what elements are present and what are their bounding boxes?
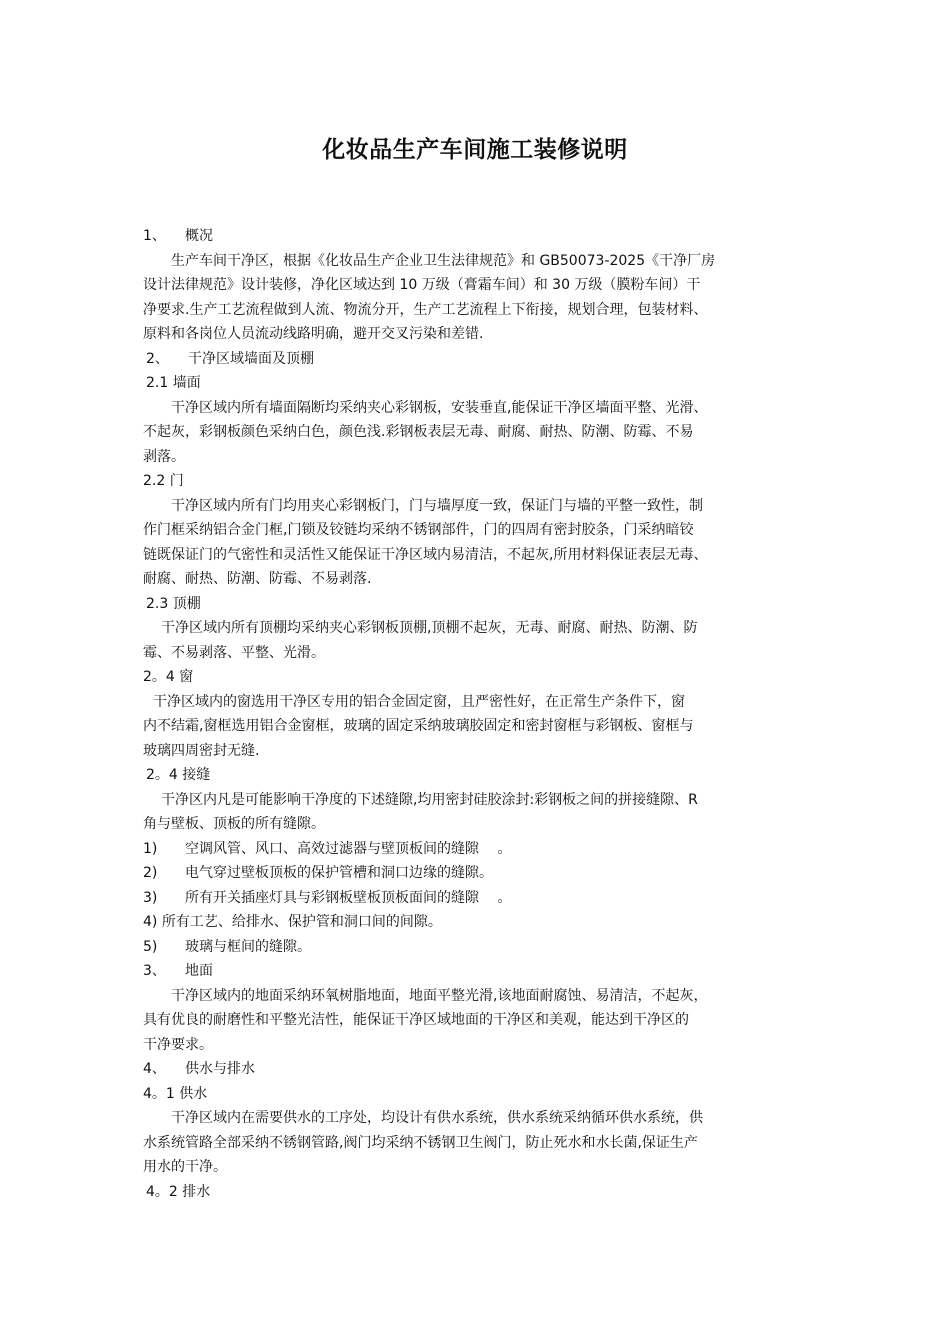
text-line bbox=[143, 1106, 823, 1131]
line-text: 具有优良的耐磨性和平整光洁性，能保证干净区域地面的干净区和美观，能达到干净区的 bbox=[143, 1012, 689, 1028]
line-text: 供水与排水 bbox=[185, 1061, 255, 1077]
page-title: 化妆品生产车间施工装修说明 bbox=[322, 137, 628, 163]
line-text: 用水的干净。 bbox=[143, 1159, 227, 1175]
line-text: 干净区内凡是可能影响干净度的下述缝隙,均用密封硅胶涂封:彩钢板之间的拼接缝隙、R bbox=[161, 791, 698, 808]
numbered-line bbox=[143, 224, 823, 249]
text-line bbox=[143, 543, 823, 568]
line-number: 2) bbox=[143, 865, 158, 881]
line-text: 水系统管路全部采纳不锈钢管路,阀门均采纳不锈钢卫生阀门，防止死水和水长菌,保证生产 bbox=[143, 1134, 698, 1151]
line-text: 不起灰，彩钢板颜色采纳白色，颜色浅.彩钢板表层无毒、耐腐、耐热、防潮、防霉、不易 bbox=[143, 424, 694, 440]
text-line bbox=[143, 518, 823, 543]
line-text: 所有开关插座灯具与彩钢板壁板顶板面间的缝隙 。 bbox=[185, 889, 512, 906]
text-line bbox=[143, 984, 823, 1009]
text-line bbox=[143, 371, 823, 396]
text-line bbox=[143, 494, 823, 519]
line-text: 2.3 顶棚 bbox=[146, 595, 201, 612]
line-number: 5) bbox=[143, 938, 158, 955]
line-text: 链既保证门的气密性和灵活性又能保证干净区域内易清洁，不起灰,所用材料保证表层无毒、 bbox=[143, 546, 708, 563]
numbered-line bbox=[143, 935, 823, 960]
line-number: 1、 bbox=[143, 228, 166, 244]
line-number: 1) bbox=[143, 840, 158, 857]
text-line bbox=[143, 445, 823, 470]
text-line bbox=[143, 322, 823, 347]
text-line bbox=[143, 1131, 823, 1156]
line-text: 干净区域内在需要供水的工序处，均设计有供水系统，供水系统采纳循环供水系统，供 bbox=[171, 1110, 703, 1126]
line-text: 概况 bbox=[185, 228, 213, 244]
line-text: 干净区域内的窗选用干净区专用的铝合金固定窗，且严密性好，在正常生产条件下，窗 bbox=[153, 693, 685, 710]
line-number: 4、 bbox=[143, 1061, 166, 1077]
line-text: 作门框采纳铝合金门框,门锁及铰链均采纳不锈钢部件，门的四周有密封胶条，门采纳暗铰 bbox=[143, 522, 694, 538]
text-line bbox=[143, 616, 823, 641]
line-text: 生产车间干净区，根据《化妆品生产企业卫生法律规范》和 GB50073-2025《干净厂房 bbox=[171, 252, 716, 269]
line-text: 霉、不易剥落、平整、光滑。 bbox=[143, 644, 325, 661]
text-line bbox=[143, 641, 823, 666]
line-text: 电气穿过壁板顶板的保护管槽和洞口边缘的缝隙。 bbox=[185, 865, 493, 881]
text-line bbox=[143, 788, 823, 813]
text-line bbox=[143, 592, 823, 617]
line-text: 净要求.生产工艺流程做到人流、物流分开，生产工艺流程上下衔接，规划合理，包装材料、 bbox=[143, 301, 708, 318]
text-line bbox=[143, 469, 823, 494]
numbered-line bbox=[143, 886, 823, 911]
numbered-line bbox=[143, 837, 823, 862]
numbered-line bbox=[143, 347, 823, 372]
text-line bbox=[143, 739, 823, 764]
text-line bbox=[143, 567, 823, 592]
line-number: 3) bbox=[143, 889, 158, 906]
line-text: 干净区域墙面及顶棚 bbox=[188, 350, 314, 367]
line-text: 耐腐、耐热、防潮、防霉、不易剥落. bbox=[143, 571, 372, 587]
text-line bbox=[143, 1155, 823, 1180]
line-text: 玻璃与框间的缝隙。 bbox=[185, 938, 311, 955]
text-line bbox=[143, 396, 823, 421]
text-line bbox=[143, 1082, 823, 1107]
numbered-line bbox=[143, 959, 823, 984]
line-text: 角与壁板、顶板的所有缝隙。 bbox=[143, 816, 325, 832]
text-line bbox=[143, 812, 823, 837]
line-text: 4。2 排水 bbox=[146, 1183, 211, 1200]
line-text: 空调风管、风口、高效过滤器与壁顶板间的缝隙 。 bbox=[185, 840, 512, 857]
line-text: 干净区域内的地面采纳环氧树脂地面，地面平整光滑,该地面耐腐蚀、易清洁，不起灰， bbox=[171, 987, 708, 1004]
line-text: 2.1 墙面 bbox=[146, 375, 201, 391]
text-line bbox=[143, 420, 823, 445]
line-text: 剥落。 bbox=[143, 448, 185, 465]
line-text: 内不结霜,窗框选用铝合金窗框，玻璃的固定采纳玻璃胶固定和密封窗框与彩钢板、窗框与 bbox=[143, 718, 694, 734]
document-body bbox=[143, 224, 823, 1204]
line-text: 干净区域内所有门均用夹心彩钢板门，门与墙厚度一致，保证门与墙的平整一致性，制 bbox=[171, 497, 703, 514]
line-text: 4。1 供水 bbox=[143, 1085, 208, 1102]
text-line bbox=[143, 714, 823, 739]
text-line bbox=[143, 763, 823, 788]
text-line bbox=[143, 249, 823, 274]
line-text: 干净区域内所有墙面隔断均采纳夹心彩钢板，安装垂直,能保证干净区墙面平整、光滑、 bbox=[171, 399, 708, 416]
numbered-line bbox=[143, 861, 823, 886]
line-text: 地面 bbox=[185, 963, 213, 979]
line-text: 2。4 接缝 bbox=[146, 767, 211, 783]
line-text: 2.2 门 bbox=[143, 473, 184, 489]
line-text: 原料和各岗位人员流动线路明确，避开交叉污染和差错. bbox=[143, 326, 484, 342]
numbered-line bbox=[143, 1057, 823, 1082]
line-text: 设计法律规范》设计装修，净化区域达到 10 万级（膏霜车间）和 30 万级（膜粉车间）干 bbox=[143, 277, 701, 293]
line-number: 2、 bbox=[146, 350, 169, 367]
text-line bbox=[143, 1180, 823, 1205]
text-line bbox=[143, 1008, 823, 1033]
text-line bbox=[143, 690, 823, 715]
line-text: 玻璃四周密封无缝. bbox=[143, 742, 260, 759]
text-line bbox=[143, 1033, 823, 1058]
line-text: 4) 所有工艺、给排水、保护管和洞口间的间隙。 bbox=[143, 914, 442, 930]
text-line bbox=[143, 298, 823, 323]
text-line bbox=[143, 273, 823, 298]
line-number: 3、 bbox=[143, 963, 166, 979]
text-line bbox=[143, 665, 823, 690]
text-line bbox=[143, 910, 823, 935]
line-text: 干净要求。 bbox=[143, 1036, 213, 1053]
line-text: 2。4 窗 bbox=[143, 669, 194, 685]
line-text: 干净区域内所有顶棚均采纳夹心彩钢板顶棚,顶棚不起灰，无毒、耐腐、耐热、防潮、防 bbox=[161, 620, 698, 636]
